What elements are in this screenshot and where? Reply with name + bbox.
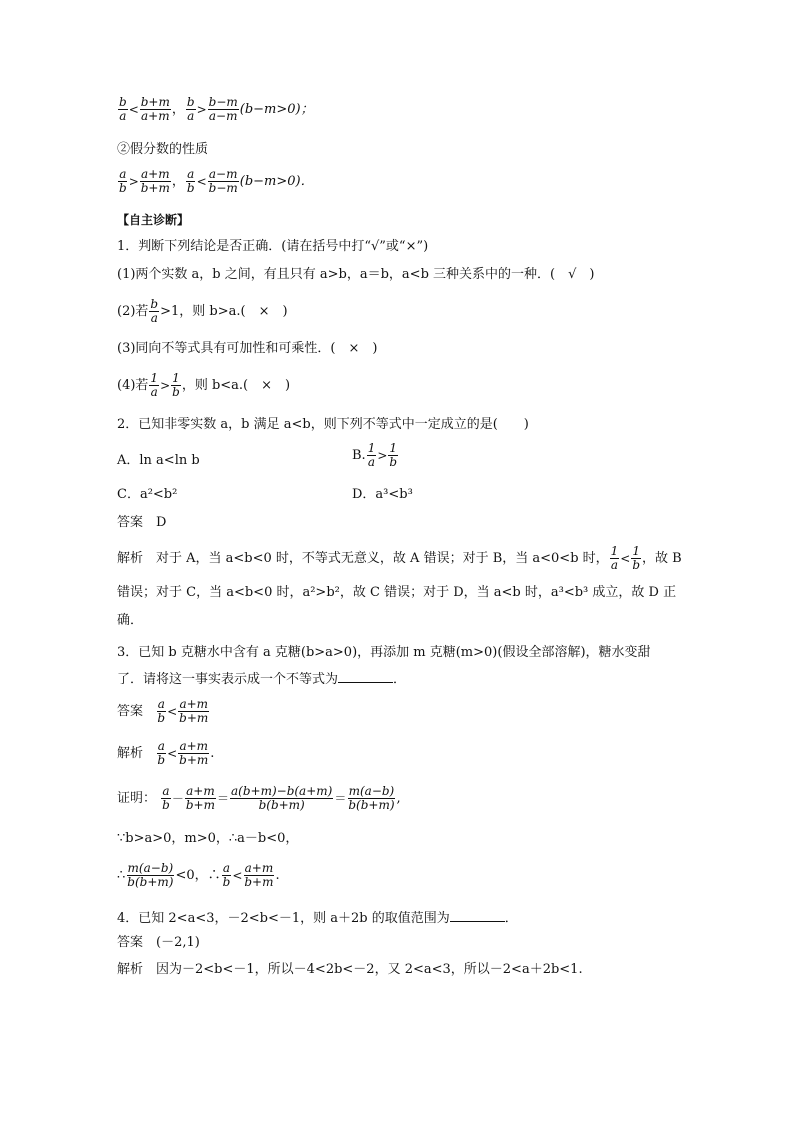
fraction: $\frac{b-m}{a-m}$ (208, 95, 238, 123)
q2-answer: 答案 D (117, 515, 167, 530)
fraction: $\frac{1}{a}$ (150, 371, 159, 399)
fraction: $\frac{1}{a}$ (367, 441, 376, 469)
q1-statement-2: (2)若 $\frac{b}{a}$ >1，则 b>a.( × ) (117, 297, 288, 325)
fraction: $\frac{a}{b}$ (157, 739, 166, 767)
fraction: $\frac{a}{b}$ (157, 697, 166, 725)
q3-therefore: ∴ $\frac{m(a-b)}{b(b+m)}$ <0，∴ $\frac{a}{b}$ < $\frac{a+m}{b+m}$ . (117, 861, 280, 889)
fraction: $\frac{1}{b}$ (389, 441, 398, 469)
fraction: $\frac{a+m}{b+m}$ (244, 861, 274, 889)
q3-answer: 答案 $\frac{a}{b}$ < $\frac{a+m}{b+m}$ (117, 697, 209, 725)
fraction: $\frac{m(a-b)}{b(b+m)}$ (348, 784, 395, 812)
fraction: $\frac{1}{a}$ (610, 544, 619, 572)
fraction: $\frac{1}{b}$ (172, 371, 180, 399)
fraction: $\frac{b}{a}$ (150, 297, 159, 325)
property-1-line: $\frac{b}{a}$ < $\frac{b+m}{a+m}$ ， $\frac{b}{a}$ > $\frac{b-m}{a-m}$ (b−m>0)； (119, 95, 314, 123)
q4-answer: 答案 (－2,1) (117, 935, 200, 950)
fraction: $\frac{1}{b}$ (632, 544, 641, 572)
section-title: 【自主诊断】 (117, 213, 190, 227)
q1-statement-3: (3)同向不等式具有可加性和可乘性．( × ) (117, 341, 378, 356)
q1-statement-4: (4)若 $\frac{1}{a}$ > $\frac{1}{b}$ ，则 b<a.( × ) (117, 371, 291, 399)
fraction: $\frac{b}{a}$ (119, 95, 127, 123)
fraction: $\frac{a}{b}$ (162, 784, 170, 812)
q2-analysis-line-2: 错误；对于 C，当 a<b<0 时，a²>b²，故 C 错误；对于 D，当 a<b 时，a³<b³ 成立，故 D 正 (117, 585, 677, 600)
q2-analysis-line-3: 确． (117, 613, 144, 628)
fraction: $\frac{a}{b}$ (222, 861, 231, 889)
q2-stem: 2．已知非零实数 a，b 满足 a<b，则下列不等式中一定成立的是( ) (117, 417, 529, 432)
fraction: $\frac{b}{a}$ (186, 95, 195, 123)
fraction: $\frac{b+m}{a+m}$ (140, 95, 170, 123)
fraction: $\frac{a}{b}$ (119, 167, 127, 195)
fraction: $\frac{a+m}{b+m}$ (185, 784, 215, 812)
q2-analysis-line-1: 解析 对于 A，当 a<b<0 时，不等式无意义，故 A 错误；对于 B，当 a<0<b 时， $\frac{1}{a}$ < $\frac{1}{b}$ ，故 B (117, 544, 682, 572)
property-2-title: ②假分数的性质 (117, 142, 209, 157)
fraction: $\frac{a-m}{b-m}$ (208, 167, 238, 195)
fraction: $\frac{a(b+m)-b(a+m)}{b(b+m)}$ (231, 784, 333, 812)
fraction: $\frac{m(a-b)}{b(b+m)}$ (127, 861, 174, 889)
property-2-line: $\frac{a}{b}$ > $\frac{a+m}{b+m}$ ， $\frac{a}{b}$ < $\frac{a-m}{b-m}$ (b−m>0)． (119, 167, 314, 195)
answer-blank (338, 670, 393, 683)
q2-option-b: B. $\frac{1}{a}$ > $\frac{1}{b}$ (352, 441, 398, 469)
q3-because: ∵b>a>0，m>0，∴a－b<0， (117, 831, 299, 846)
q3-stem-line-2: 了．请将这一事实表示成一个不等式为 ． (117, 672, 407, 687)
q2-option-d: D．a³<b³ (352, 487, 413, 502)
q3-stem-line-1: 3．已知 b 克糖水中含有 a 克糖(b>a>0)，再添加 m 克糖(m>0)(假设全部溶解)，糖水变甜 (117, 645, 651, 660)
q2-option-a: A．ln a<ln b (117, 453, 200, 468)
q1-statement-1: (1)两个实数 a，b 之间，有且只有 a>b，a＝b，a<b 三种关系中的一种．( √ ) (117, 267, 595, 282)
fraction: $\frac{a+m}{b+m}$ (179, 697, 209, 725)
fraction: $\frac{a}{b}$ (186, 167, 195, 195)
q2-option-c: C．a²<b² (117, 487, 178, 502)
fraction: $\frac{a+m}{b+m}$ (179, 739, 209, 767)
q1-stem: 1．判断下列结论是否正确．(请在括号中打“√”或“×”) (117, 239, 429, 254)
q4-stem: 4．已知 2<a<3，－2<b<－1，则 a＋2b 的取值范围为 ． (117, 911, 518, 926)
q4-analysis: 解析 因为－2<b<－1，所以－4<2b<－2，又 2<a<3，所以－2<a＋2b<1. (117, 962, 583, 977)
q3-proof: 证明： $\frac{a}{b}$ － $\frac{a+m}{b+m}$ ＝ $\frac{a(b+m)-b(a+m)}{b(b+m)}$ ＝ $\frac{m(a-b)}{b(b+m)}$ , (117, 784, 401, 812)
answer-blank (450, 909, 505, 922)
fraction: $\frac{a+m}{b+m}$ (140, 167, 170, 195)
q3-analysis: 解析 $\frac{a}{b}$ < $\frac{a+m}{b+m}$ . (117, 739, 215, 767)
